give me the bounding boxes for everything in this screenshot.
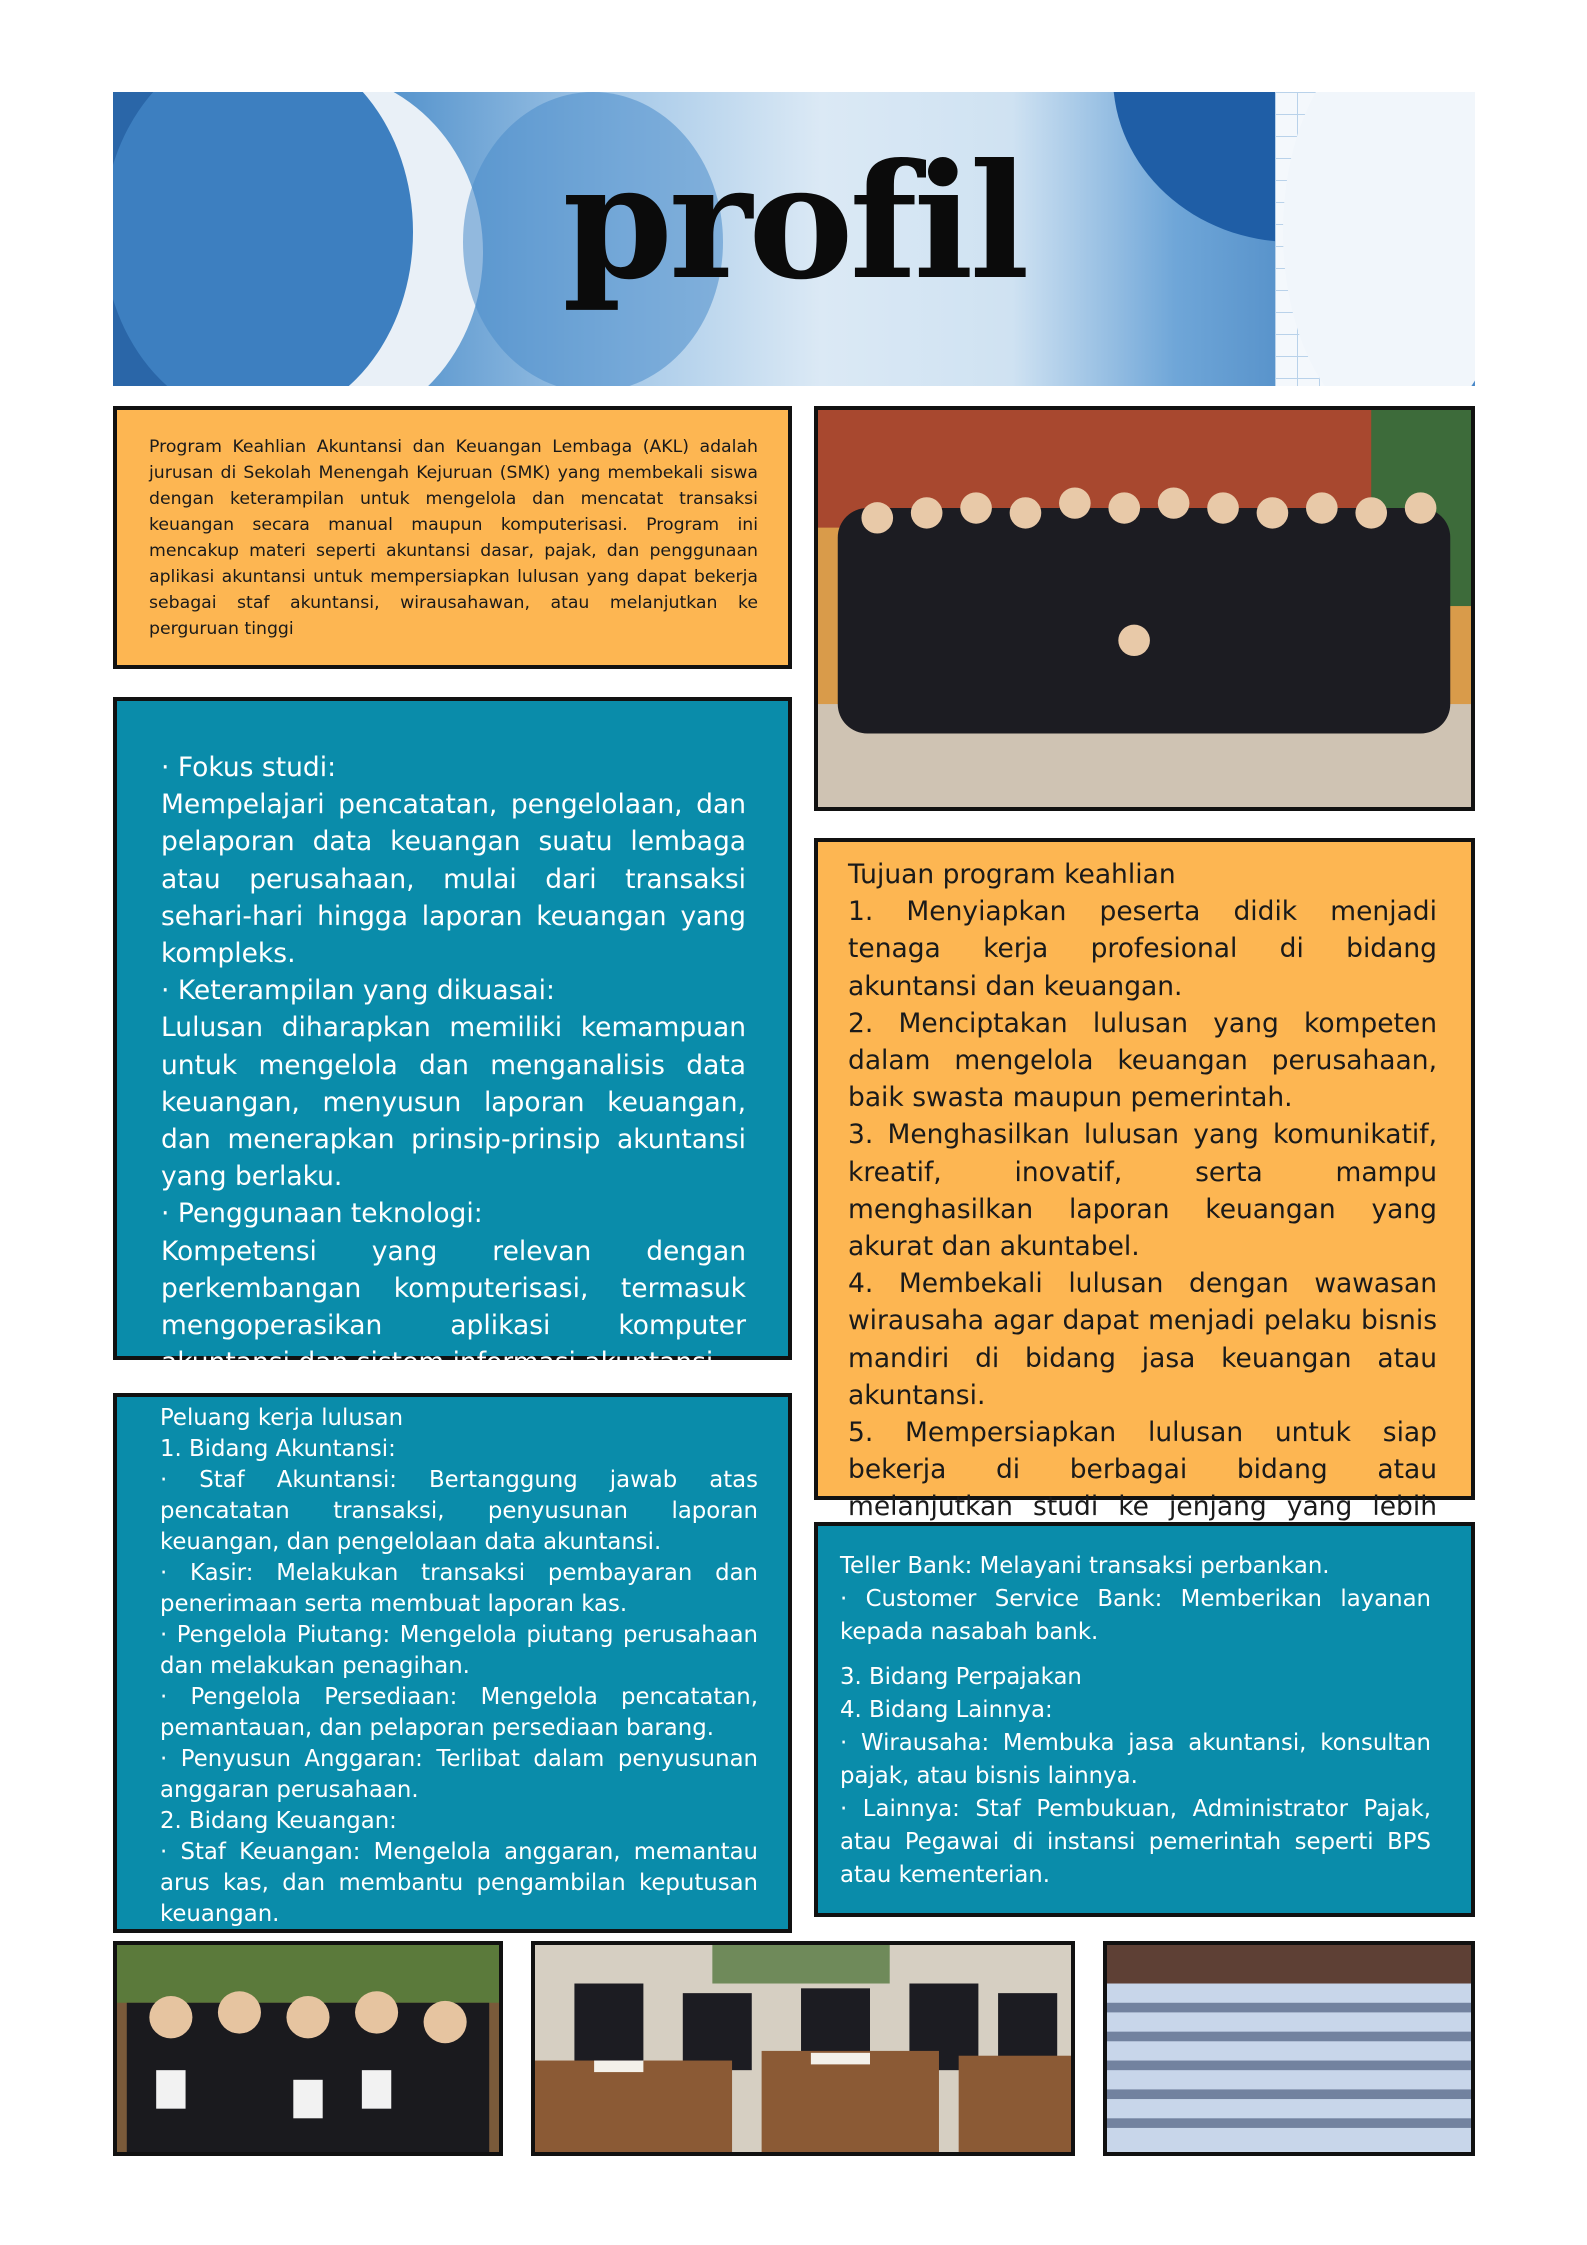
goal-item: 1. Menyiapkan peserta didik menjadi tenaga kerja profesional di bidang akuntansi dan keuangan.: [848, 896, 1437, 1002]
goal-item: 5. Mempersiapkan lulusan untuk siap bekerja di berbagai bidang atau melanjutkan studi ke jenjang yang lebih: [848, 1417, 1437, 1523]
career-item: · Staf Keuangan: Mengelola anggaran, memantau arus kas, dan membantu pengambilan keputusan keuangan.: [160, 1839, 758, 1927]
group-photo: [814, 406, 1475, 811]
focus-heading-skills: · Keterampilan yang dikuasai:: [161, 975, 555, 1007]
header-banner: [113, 92, 1475, 386]
intro-box: [113, 406, 792, 669]
focus-text-skills: Lulusan diharapkan memiliki kemampuan untuk mengelola dan menganalisis data keuangan, menyusun laporan keuangan, dan menerapkan prinsip-prinsip akuntansi yang berlaku.: [161, 1012, 746, 1193]
classroom-photo: [531, 1941, 1075, 2156]
career-category: 3. Bidang Perpajakan: [840, 1664, 1082, 1690]
goal-item: 3. Menghasilkan lulusan yang komunikatif, kreatif, inovatif, serta mampu menghasilkan laporan keuangan yang akurat dan akuntabel.: [848, 1119, 1437, 1263]
goal-item: 2. Menciptakan lulusan yang kompeten dalam mengelola keuangan perusahaan, baik swasta maupun pemerintah.: [848, 1007, 1437, 1114]
focus-text-technology: Kompetensi yang relevan dengan perkembangan komputerisasi, termasuk mengoperasikan aplikasi komputer akuntansi dan sistem informasi akuntansi.: [161, 1235, 746, 1379]
career-item: · Pengelola Persediaan: Mengelola pencatatan, pemantauan, dan pelaporan persediaan barang.: [160, 1684, 758, 1741]
career-item: Teller Bank: Melayani transaksi perbankan.: [840, 1553, 1330, 1579]
career-item: · Pengelola Piutang: Mengelola piutang perusahaan dan melakukan penagihan.: [160, 1622, 758, 1679]
career-category: 2. Bidang Keuangan:: [160, 1808, 397, 1834]
goals-heading: Tujuan program keahlian: [848, 859, 1176, 890]
career-item: · Customer Service Bank: Memberikan layanan kepada nasabah bank.: [840, 1586, 1431, 1645]
career-category: 4. Bidang Lainnya:: [840, 1697, 1053, 1723]
career-item: · Penyusun Anggaran: Terlibat dalam penyusunan anggaran perusahaan.: [160, 1746, 758, 1803]
career-item: · Wirausaha: Membuka jasa akuntansi, konsultan pajak, atau bisnis lainnya.: [840, 1730, 1431, 1789]
page-title: profil: [562, 130, 1026, 315]
focus-heading-study: · Fokus studi:: [161, 752, 337, 783]
goals-box: [814, 838, 1475, 1523]
focus-box: [113, 697, 792, 1379]
assembly-photo: [1103, 1941, 1475, 2156]
focus-text-study: Mempelajari pencatatan, pengelolaan, dan pelaporan data keuangan suatu lembaga atau perusahaan, mulai dari transaksi sehari-hari hingga laporan keuangan yang kompleks.: [161, 789, 746, 970]
careers-heading: Peluang kerja lulusan: [160, 1405, 404, 1431]
career-item: · Kasir: Melakukan transaksi pembayaran dan penerimaan serta membuat laporan kas.: [160, 1560, 758, 1617]
students-photo: [113, 1941, 503, 2156]
career-item: · Lainnya: Staf Pembukuan, Administrator Pajak, atau Pegawai di instansi pemerintah seperti BPS atau kementerian.: [840, 1796, 1431, 1888]
goal-item: 4. Membekali lulusan dengan wawasan wirausaha agar dapat menjadi pelaku bisnis mandiri di bidang jasa keuangan atau akuntansi.: [848, 1268, 1437, 1411]
careers-box-left: [113, 1393, 792, 1933]
careers-box-right: [814, 1522, 1475, 1917]
career-category: 1. Bidang Akuntansi:: [160, 1436, 396, 1462]
intro-text: Program Keahlian Akuntansi dan Keuangan Lembaga (AKL) adalah jurusan di Sekolah Menengah Kejuruan (SMK) yang membekali siswa dengan keterampilan untuk mengelola dan mencatat transaksi keuangan secara manual maupun komputerisasi. Program ini mencakup materi seperti akuntansi dasar, pajak, dan penggunaan aplikasi akuntansi untuk mempersiapkan lulusan yang dapat bekerja sebagai staf akuntansi, wirausahawan, atau melanjutkan ke perguruan tinggi: [149, 437, 758, 639]
career-item: · Staf Akuntansi: Bertanggung jawab atas pencatatan transaksi, penyusunan laporan keuangan, dan pengelolaan data akuntansi.: [160, 1467, 758, 1555]
focus-heading-technology: · Penggunaan teknologi:: [161, 1198, 483, 1230]
